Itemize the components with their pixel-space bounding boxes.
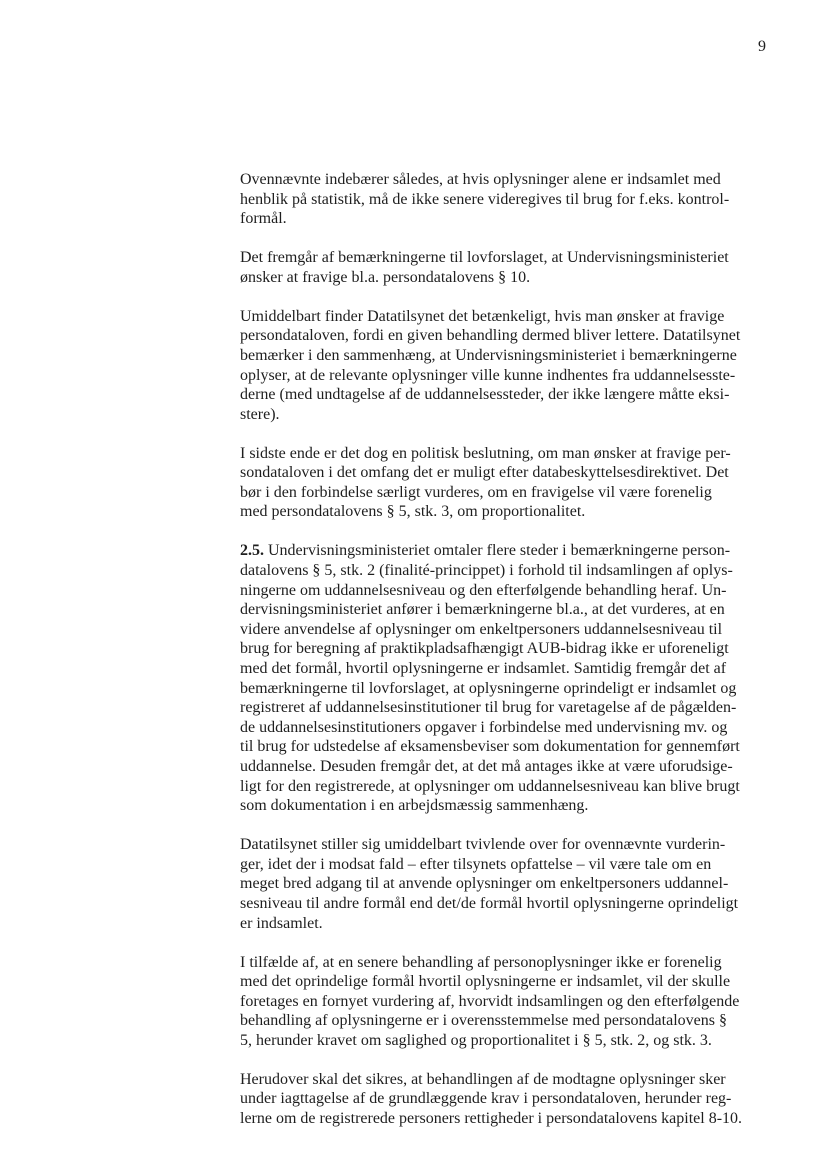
section-number: 2.5. [240, 542, 264, 560]
paragraph-statistics-purpose: Ovennævnte indebærer således, at hvis oplysninger alene er indsamlet med henblik på statistik, må de ikke senere videregives til brug for f.eks. kontrol- formål. [240, 171, 730, 228]
paragraph-new-assessment: I tilfælde af, at en senere behandling af personoplysninger ikke er forenelig med det oprindelige formål hvortil oplysningerne er indsamlet, vil der skulle foretages en fornyet vurdering af, hvorvidt indsamlingen og den efterfølgende behandling af oplysningerne er i overensstemmelse med persondatalovens § 5, herunder kravet om saglighed og proportionalitet i § 5, stk. 2, og stk. 3. [240, 953, 740, 1049]
paragraph-ministry-deviation: Det fremgår af bemærkningerne til lovforslaget, at Undervisningsministeriet ønsker at fravige bl.a. persondatalovens § 10. [240, 249, 729, 286]
paragraph-datatilsynet-doubt: Datatilsynet stiller sig umiddelbart tvivlende over for ovennævnte vurderin- ger, idet der i modsat fald – efter tilsynets opfattelse – vil være tale om en meget bred adgang til at anvende oplysninger om enkeltpersoners uddannel- sesniveau til andre formål end det/de formål hvortil oplysningerne oprindeligt er indsamlet. [240, 836, 739, 932]
paragraph-rights-compliance: Herudover skal det sikres, at behandlingen af de modtagne oplysninger sker under iagttagelse af de grundlæggende krav i persondataloven, herunder reg- lerne om de registrerede personers rettigheder i persondatalovens kapitel 8-10. [240, 1070, 743, 1128]
document-body [240, 170, 770, 1148]
paragraph-datatilsynet-concern: Umiddelbart finder Datatilsynet det betænkeligt, hvis man ønsker at fravige persondataloven, fordi en given behandling dermed bliver lettere. Datatilsynet bemærker i den sammenhæng, at Undervisningsministeriet i bemærkningerne oplyser, at de relevante oplysninger ville kunne indhentes fra uddannelsesste- derne (med undtagelse af de uddannelsessteder, der ikke længere måtte eksi- stere). [240, 307, 741, 423]
paragraph-section-2-5 [240, 541, 770, 815]
paragraph-political-decision: I sidste ende er det dog en politisk beslutning, om man ønsker at fravige per- sondataloven i det omfang det er muligt efter databeskyttelsesdirektivet. Det bør i den forbindelse særligt vurderes, om en fravigelse vil være forenelig med persondatalovens § 5, stk. 3, om proportionalitet. [240, 444, 731, 521]
section-2-5-text: Undervisningsministeriet omtaler flere steder i bemærkningerne person- datalovens § 5, stk. 2 (finalité-princippet) i forhold til indsamlingen af oplys- ningerne om uddannelsesniveau og den efterfølgende behandling heraf. Un- dervisningsministeriet anfører i bemærkningerne bl.a., at det vurderes, at en videre anvendelse af oplysninger om enkeltpersoners uddannelsesniveau til brug for beregning af praktikpladsafhængigt AUB-bidrag ikke er uforeneligt med det formål, hvortil oplysningerne er indsamlet. Samtidig fremgår det af bemærkningerne til lovforslaget, at oplysningerne oprindeligt er indsamlet og registreret af uddannelsesinstitutioner til brug for varetagelse af de pågælden- de uddannelsesinstitutioners opgaver i forbindelse med undervisning mv. og til brug for udstedelse af eksamensbeviser som dokumentation for gennemført uddannelse. Desuden fremgår det, at det må antages ikke at være uforudsige- ligt for den registrerede, at oplysninger om uddannelsesniveau kan blive brugt som dokumentation i en arbejdsmæssig sammenhæng. [240, 542, 740, 815]
page-number: 9 [758, 38, 766, 55]
